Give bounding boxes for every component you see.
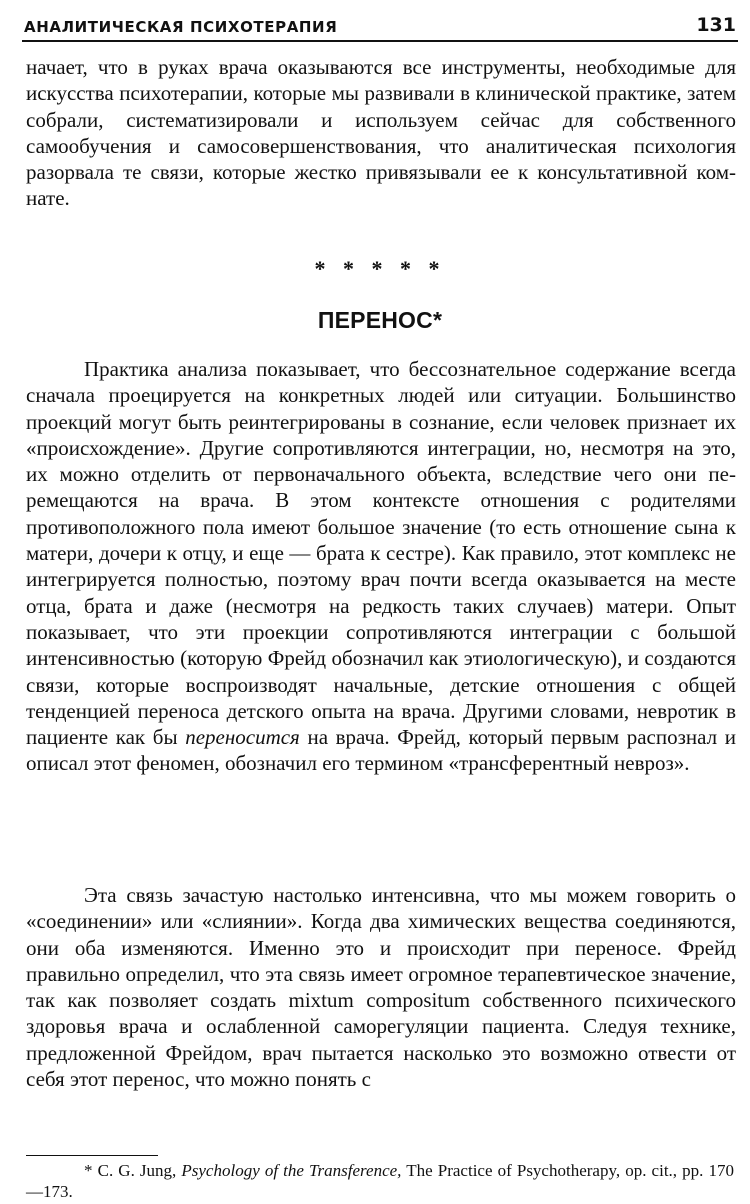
page-number: 131 bbox=[696, 14, 736, 36]
footnote bbox=[26, 1160, 734, 1202]
section-divider: * * * * * bbox=[314, 256, 446, 281]
book-page bbox=[22, 0, 738, 1204]
running-title: АНАЛИТИЧЕСКАЯ ПСИХОТЕРАПИЯ bbox=[24, 18, 338, 36]
footnote-author: * C. G. Jung, bbox=[84, 1161, 182, 1180]
paragraph-continued: начает, что в руках врача оказываются все инструменты, необходимые для искусства психотерапии, которые мы развивали в клинической практике, затем собрали, систематизировали и используем сейчас для собственного самообучения и самосовершенствования, что аналитическая психология разорвала те связи, которые жестко привязывали ее к консультативной комнате. bbox=[26, 55, 736, 211]
footnote-work-title: Psychology of the Transference, bbox=[181, 1161, 402, 1180]
paragraph-text-part: Практика анализа показывает, что бессознательное содержание всегда сначала проецируется на конкретных людей или ситуации. Большинство проекций могут быть реинтегрированы в сознание, если человек признает их «происхождение». Другие сопротивляются интеграции, но, несмотря на это, их можно отделить от первоначального объекта, вследствие чего они перемещаются на врача. В этом контексте отношения с родителями противоположного пола имеют большое значение (то есть отношение сына к матери, дочери к отцу, и еще — брата к сестре). Как правило, этот комплекс не интегрируется полностью, поэтому врач почти всегда оказывается на месте отца, брата и даже (несмотря на редкость таких случаев) матери. Опыт показывает, что эти проекции сопротивляются интеграции с большой интенсивностью (которую Фрейд обозначил как этиологическую), и создаются связи, которые воспроизводят начальные, детские отношения с общей тенденцией переноса детского опыта на врача. Другими словами, невротик в пациенте как бы bbox=[26, 357, 736, 750]
footnote-source: The Practice of Psychotherapy, op. cit., pp. 170—173. bbox=[26, 1161, 734, 1201]
footnote-divider bbox=[26, 1155, 158, 1156]
emphasized-term: переносится bbox=[185, 725, 300, 750]
paragraph-text-part: на врача. Фрейд, который первым распознал и описал этот феномен, обозначил его термином «трансферентный невроз». bbox=[26, 725, 737, 776]
paragraph-connection: Эта связь зачастую настолько интенсивна, что мы можем говорить о «соединении» или «слиянии». Когда два химических вещества соединяются, они оба изменяются. Именно это и происходит при переносе. Фрейд правильно определил, что эта связь имеет огромное терапевтическое значение, так как позволяет создать mixtum compositum собственного психического здоровья врача и ослабленной саморегуляции пациента. Следуя технике, предложенной Фрейдом, врач пытается насколько это возможно отвести от себя этот перенос, что можно понять с bbox=[26, 883, 736, 1092]
paragraph-transference-intro bbox=[26, 356, 736, 777]
running-header bbox=[22, 10, 738, 42]
section-heading: ПЕРЕНОС* bbox=[317, 307, 443, 333]
